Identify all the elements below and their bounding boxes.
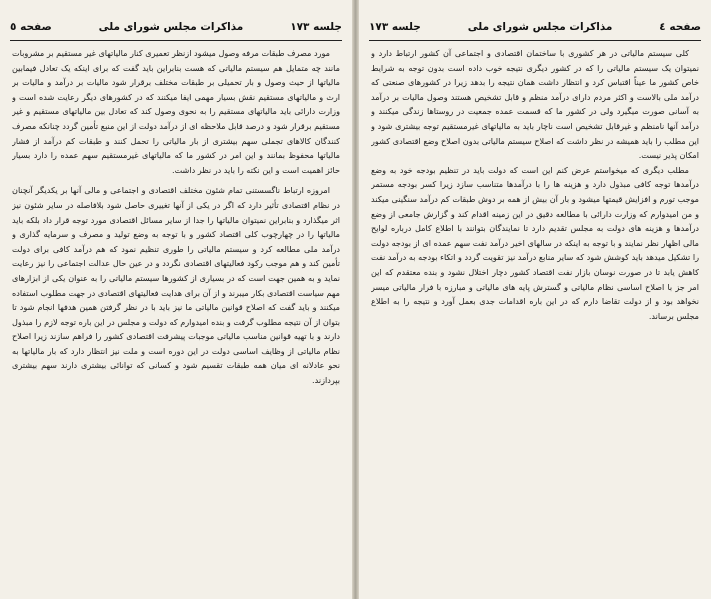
right-page [359,0,711,599]
left-page-title: مذاکرات مجلس شورای ملی [98,21,244,33]
book-gutter [352,0,359,599]
left-page-body [12,46,340,593]
left-page-header [10,16,342,38]
right-page-title: مذاکرات مجلس شورای ملی [467,21,613,33]
right-page-label: صفحه ٤ [659,21,701,33]
left-page-label: صفحه ٥ [10,21,52,33]
paragraph: مورد مصرف طبقات مرفه وصول میشود ازنظر تعمیری کنار مالیاتهای غیر مستقیم بر مشروبات مانند چه متمایل هم سیستم مالیاتی که هست بنابراین باید گفت که برای اینکه یک تعادل فیمابین مالیاتها از حیث وصول و بار تحمیلی بر طبقات مختلف برقرار شود مالیات بر درآمد و مالیات بر ارث و مالیاتهای مستقیم نقش بسیار مهمی ایفا میکنند که در کشورهای دیگر رعایت شده است و وزارت دارائی باید مالیاتهای مستقیم را به نحوی وصول کند که تعادل بین مالیاتهای مستقیم و غیر مستقیم برقرار شود و درصد قابل ملاحظه ای از درآمد دولت از این منبع تأمین گردد چنانکه مصرف کنندگان کالاهای تجملی سهم بیشتری از بار مالیاتی را تحمل کنند و طبقات کم درآمد از فشار مالیاتها محفوظ بمانند و این امر در کشور ما که مالیاتهای غیرمستقیم سهم عمده را دارد بسیار حائز اهمیت است و این نکته را باید در نظر داشت. [12,48,340,175]
header-rule [10,40,342,41]
right-page-body [371,46,699,593]
header-rule [369,40,701,41]
right-page-header [369,16,701,38]
right-page-session: جلسه ۱۷۳ [369,21,421,33]
left-page-session: جلسه ۱۷۳ [290,21,342,33]
paragraph: کلی سیستم مالیاتی در هر کشوری با ساختمان اقتصادی و اجتماعی آن کشور ارتباط دارد و نمیتوان یک سیستم مالیاتی را که در کشور دیگری نتیجه خوب داده است بدون توجه به شرایط خاص کشور ما عیناً اقتباس کرد و انتظار داشت همان نتیجه را بدهد زیرا در کشورهای صنعتی که درآمد ملی بالاست و اکثر مردم دارای درآمد منظم و قابل تشخیص هستند وصول مالیات بر درآمد به آسانی صورت میگیرد ولی در کشور ما که قسمت عمده جمعیت در روستاها زندگی میکنند و درآمد آنها نامنظم و غیرقابل تشخیص است ناچار باید به مالیاتهای غیرمستقیم توجه بیشتری شود و این مطلب را باید همیشه در نظر داشت که اصلاح سیستم مالیاتی بدون اصلاح وضع اقتصادی کشور امکان پذیر نیست. [371,48,699,161]
paragraph: مطلب دیگری که میخواستم عرض کنم این است که دولت باید در تنظیم بودجه خود به وضع درآمدها توجه کافی مبذول دارد و هزینه ها را با درآمدها متناسب سازد زیرا کسر بودجه مستمر موجب تورم و افزایش قیمتها میشود و بار آن بیش از همه بر دوش طبقات کم درآمد سنگینی میکند و من امیدوارم که وزارت دارائی با مطالعه دقیق در این زمینه اقدام کند و گزارش جامعی از وضع درآمدها و هزینه های دولت به مجلس تقدیم دارد تا نمایندگان بتوانند با اطلاع کامل درباره لوایح مالی اظهار نظر نمایند و با توجه به اینکه در سالهای اخیر درآمد نفت سهم عمده ای از بودجه دولت را تشکیل میدهد باید کوشش شود که سایر منابع درآمد نیز تقویت گردد و اتکاء بودجه به درآمد نفت کاهش یابد تا در صورت نوسان بازار نفت اقتصاد کشور دچار اختلال نشود و بنده معتقدم که این امر جز با اصلاح اساسی نظام مالیاتی و گسترش پایه های مالیاتی و مبارزه با فرار مالیاتی میسر نخواهد بود و از دولت تقاضا دارم که در این باره اقدامات جدی بعمل آورد و نتیجه را به اطلاع مجلس برساند. [371,164,699,321]
paragraph: امروزه ارتباط ناگسستنی تمام شئون مختلف اقتصادی و اجتماعی و مالی آنها بر یکدیگر آنچنان در نظام اقتصادی تأثیر دارد که اگر در یکی از آنها تغییری حاصل شود بلافاصله در سایر شئون نیز اثر میگذارد و بنابراین نمیتوان مالیاتها را جدا از سایر مسائل اقتصادی مورد توجه قرار داد بلکه باید مالیاتها را در چهارچوب کلی اقتصاد کشور و با توجه به وضع تولید و مصرف و سرمایه گذاری و درآمد ملی مطالعه کرد و سیستم مالیاتی را طوری تنظیم نمود که هم درآمد کافی برای دولت تأمین کند و هم موجب رکود فعالیتهای اقتصادی نگردد و در عین حال عدالت اجتماعی را نیز رعایت نماید و به همین جهت است که در بسیاری از کشورها سیستم مالیاتی را به عنوان یکی از ابزارهای مهم سیاست اقتصادی بکار میبرند و از آن برای هدایت فعالیتهای اقتصادی در جهت مطلوب استفاده میکنند و باید گفت که اصلاح قوانین مالیاتی ما نیز باید با در نظر گرفتن همین هدفها انجام شود تا بتوان از آن نتیجه مطلوب گرفت و بنده امیدوارم که دولت و مجلس در این باره توجه لازم را مبذول دارند و با تهیه قوانین مناسب مالیاتی موجبات پیشرفت اقتصادی کشور را فراهم سازند زیرا اصلاح نظام مالیاتی از وظایف اساسی دولت در این دوره است و ملت نیز انتظار دارد که بار مالیاتها به نحو عادلانه ای میان همه طبقات تقسیم شود و کسانی که توانائی بیشتری دارند سهم بیشتری بپردازند. [12,185,340,386]
left-page [0,0,352,599]
